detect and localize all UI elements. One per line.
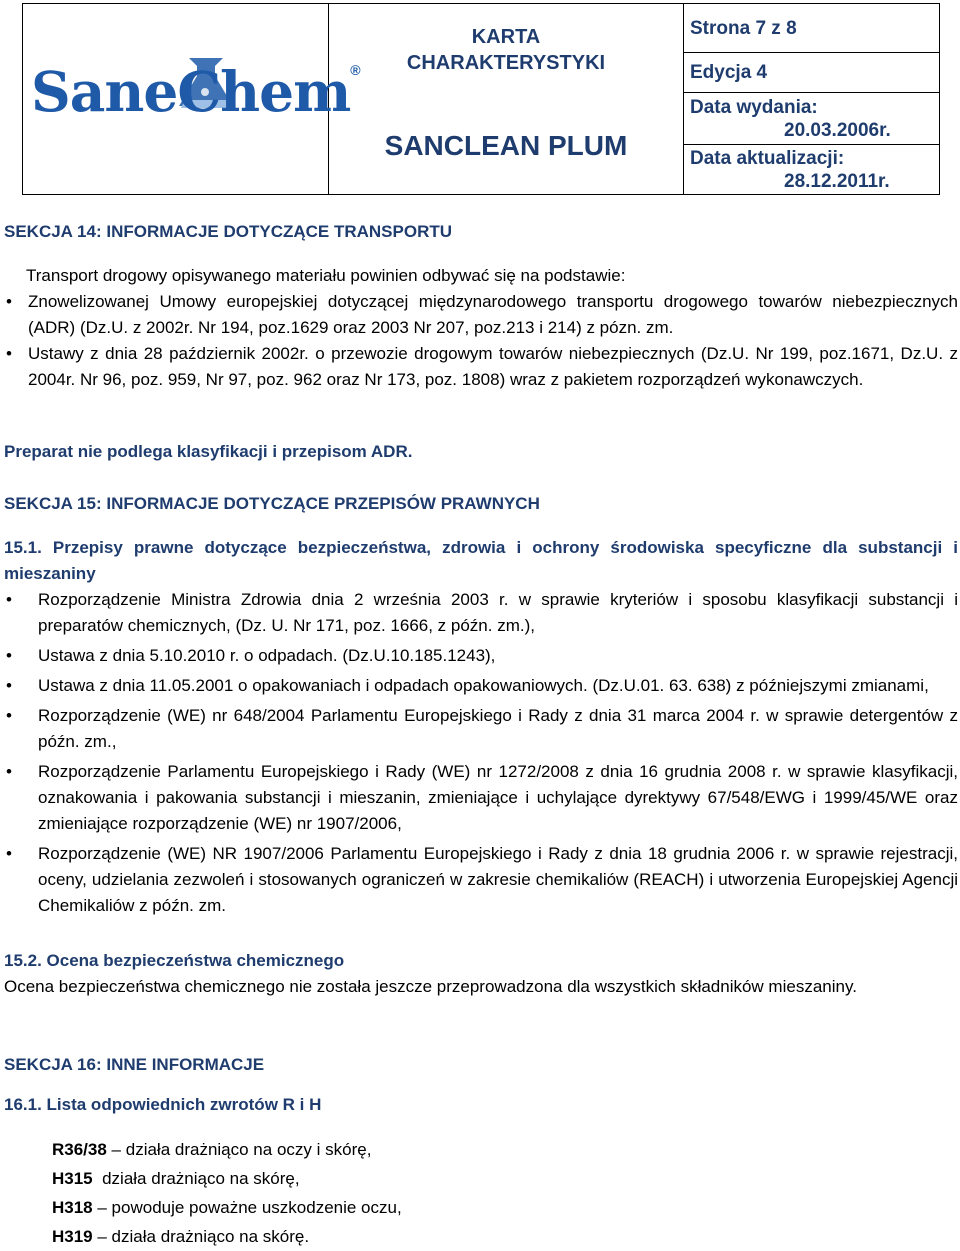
logo-cell xyxy=(23,4,360,194)
company-logo: SaneChem® xyxy=(31,59,360,124)
section-15-2-heading: 15.2. Ocena bezpieczeństwa chemicznego xyxy=(4,951,345,970)
product-name: SANCLEAN PLUM xyxy=(384,130,628,161)
phrase-text: działa drażniąco na skórę, xyxy=(102,1169,300,1188)
list-item: • Rozporządzenie (WE) nr 648/2004 Parlamentu Europejskiego i Rady z dnia 31 marca 2004 r. w sprawie detergentów z późn. zm., xyxy=(4,703,958,755)
section-16-1-heading: 16.1. Lista odpowiednich zwrotów R i H xyxy=(4,1095,322,1114)
list-item: H318 – powoduje poważne uszkodzenie oczu, xyxy=(52,1198,402,1217)
section-15-list xyxy=(4,587,958,919)
section-15-list-wrap xyxy=(4,587,958,923)
phrase-code: R36/38 xyxy=(52,1140,107,1159)
section-15-2-text: Ocena bezpieczeństwa chemicznego nie została jeszcze przeprowadzona dla wszystkich składników mieszaniny. xyxy=(4,977,857,996)
section-14-body xyxy=(4,263,958,393)
phrase-list xyxy=(4,1135,958,1251)
section-14-intro: Transport drogowy opisywanego materiału powinien odbywać się na podstawie: xyxy=(26,266,626,285)
list-item: • Ustawy z dnia 28 październik 2002r. o przewozie drogowym towarów niebezpiecznych (Dz.U. Nr 199, poz.1671, Dz.U. z 2004r. Nr 96, poz. 959, Nr 97, poz. 962 oraz Nr 173, poz. 1808) wraz z pakietem rozporządzeń wykonawczych. xyxy=(4,341,958,393)
phrase-text: działa drażniąco na oczy i skórę, xyxy=(125,1140,372,1159)
list-item: H319 – działa drażniąco na skórę. xyxy=(52,1227,310,1246)
phrase-text: powoduje poważne uszkodzenie oczu, xyxy=(111,1198,402,1217)
list-item: • Ustawa z dnia 5.10.2010 r. o odpadach. (Dz.U.10.185.1243), xyxy=(4,643,958,669)
update-date-label: Data aktualizacji: xyxy=(690,148,845,169)
section-14-list xyxy=(4,289,958,393)
list-item xyxy=(52,1164,958,1193)
list-item: R36/38 – działa drażniąco na oczy i skórę, xyxy=(52,1140,372,1159)
phrase-code: H315 xyxy=(52,1169,93,1188)
edition: Edycja 4 xyxy=(684,53,939,93)
issue-date-value: 20.03.2006r. xyxy=(784,120,891,141)
section-15-heading: SEKCJA 15: INFORMACJE DOTYCZĄCE PRZEPISÓW PRAWNYCH xyxy=(4,494,540,513)
phrase-code: H318 xyxy=(52,1198,93,1217)
issue-date-label: Data wydania: xyxy=(690,97,818,118)
meta-cell xyxy=(684,4,939,194)
list-item: • Rozporządzenie (WE) NR 1907/2006 Parlamentu Europejskiego i Rady z dnia 18 grudnia 2006 r. w sprawie rejestracji, oceny, udzielania zezwoleń i stosowanych ograniczeń w zakresie chemikaliów (REACH) i utworzenia Europejskiej Agencji Chemikaliów z późn. zm. xyxy=(4,841,958,919)
adr-note: Preparat nie podlega klasyfikacji i przepisom ADR. xyxy=(4,442,413,461)
list-item: • Rozporządzenie Ministra Zdrowia dnia 2 września 2003 r. w sprawie kryteriów i sposobu klasyfikacji substancji i preparatów chemicznych, (Dz. U. Nr 171, poz. 1666, z późn. zm.), xyxy=(4,587,958,639)
section-14-heading: SEKCJA 14: INFORMACJE DOTYCZĄCE TRANSPORTU xyxy=(4,222,453,241)
card-title: KARTA CHARAKTERYSTYKI xyxy=(406,26,606,74)
list-item: • Ustawa z dnia 11.05.2001 o opakowaniach i odpadach opakowaniowych. (Dz.U.01. 63. 638) z późniejszymi zmianami, xyxy=(4,673,958,699)
phrase-code: H319 xyxy=(52,1227,93,1246)
document-header xyxy=(22,3,940,195)
title-cell xyxy=(329,4,684,194)
list-item: • Znowelizowanej Umowy europejskiej dotyczącej międzynarodowego transportu drogowego towarów niebezpiecznych (ADR) (Dz.U. z 2002r. Nr 194, poz.1629 oraz 2003 Nr 207, poz.213 i 214) z pózn. zm. xyxy=(4,289,958,341)
list-item: • Rozporządzenie Parlamentu Europejskiego i Rady (WE) nr 1272/2008 z dnia 16 grudnia 2008 r. w sprawie klasyfikacji, oznakowania i pakowania substancji i mieszanin, zmieniające i uchylające dyrektywy 67/548/EWG i 1999/45/WE oraz zmieniające rozporządzenie (WE) nr 1907/2006, xyxy=(4,759,958,837)
update-date-value: 28.12.2011r. xyxy=(784,171,890,192)
issue-date-row xyxy=(684,93,939,145)
section-16-heading: SEKCJA 16: INNE INFORMACJE xyxy=(4,1055,265,1074)
update-date-row xyxy=(684,145,939,194)
phrase-text: działa drażniąco na skórę. xyxy=(111,1227,310,1246)
page-number: Strona 7 z 8 xyxy=(684,4,939,53)
section-15-1-heading: 15.1. Przepisy prawne dotyczące bezpieczeństwa, zdrowia i ochrony środowiska specyficzne dla substancji i mieszaniny xyxy=(4,538,958,583)
